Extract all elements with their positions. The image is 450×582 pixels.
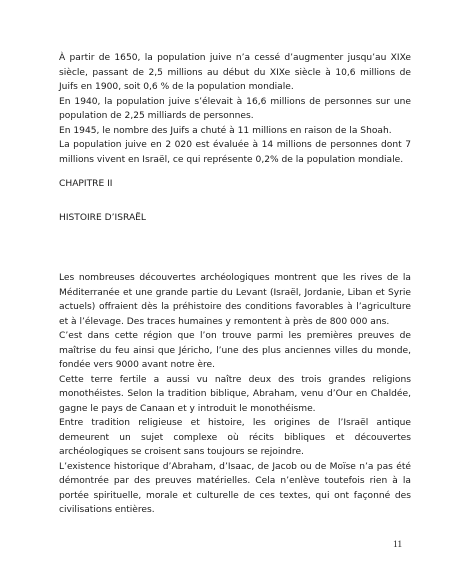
paragraph: À partir de 1650, la population juive n’a cessé d’augmenter jusqu’au XIXe siècle, passant de 2,5 millions au début du XIXe siècle à 10,6 millions de Juifs en 1900, soit 0,6 % de la population mondiale.: [59, 53, 411, 92]
chapter-title: HISTOIRE D’ISRAËL: [59, 213, 146, 223]
chapter-label: CHAPITRE II: [59, 179, 113, 189]
paragraph: Entre tradition religieuse et histoire, les origines de l’Israël antique demeurent un sujet complexe où récits bibliques et découvertes archéologiques se croisent sans toujours se rejoindre.: [59, 418, 411, 457]
history-section: [59, 271, 411, 518]
paragraph: L’existence historique d’Abraham, d’Isaac, de Jacob ou de Moïse n’a pas été démontrée par des preuves matérielles. Cela n’enlève toutefois rien à la portée spirituelle, morale et culturelle de ces textes, qui ont façonné des civilisations entières.: [59, 461, 411, 515]
paragraph: En 1945, le nombre des Juifs a chuté à 11 millions en raison de la Shoah.: [59, 125, 392, 136]
paragraph: Cette terre fertile a aussi vu naître deux des trois grandes religions monothéistes. Selon la tradition biblique, Abraham, venu d’Our en Chaldée, gagne le pays de Canaan et y introduit le monothéisme.: [59, 374, 411, 414]
population-section: [59, 51, 411, 167]
paragraph: En 1940, la population juive s’élevait à 16,6 millions de personnes sur une population de 2,25 milliards de personnes.: [59, 96, 411, 121]
paragraph: La population juive en 2 020 est évaluée à 14 millions de personnes dont 7 millions vivent en Israël, ce qui représente 0,2% de la population mondiale.: [59, 140, 411, 165]
page-number: 11: [393, 540, 403, 550]
paragraph: Les nombreuses découvertes archéologiques montrent que les rives de la Méditerranée et une grande partie du Levant (Israël, Jordanie, Liban et Syrie actuels) offraient dès la préhistoire des conditions favorables à l’agriculture et à l’élevage. Des traces humaines y remontent à près de 800 000 ans.: [59, 273, 411, 327]
paragraph: C’est dans cette région que l’on trouve parmi les premières preuves de maîtrise du feu ainsi que Jéricho, l’une des plus anciennes villes du monde, fondée vers 9000 avant notre ère.: [59, 331, 411, 370]
